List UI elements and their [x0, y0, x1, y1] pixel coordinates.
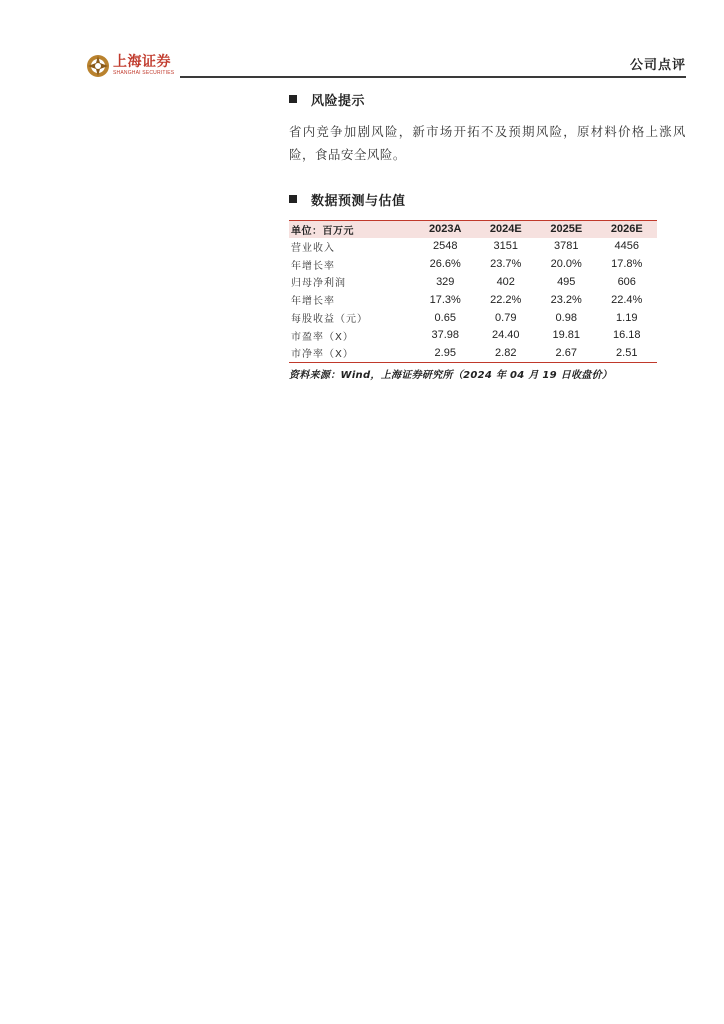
logo-english-name: SHANGHAI SECURITIES: [113, 70, 175, 76]
row-label: 市净率（X）: [289, 344, 415, 362]
table-cell: 3781: [554, 240, 579, 253]
risk-section-heading: [289, 90, 686, 108]
table-cell: 0.79: [495, 311, 517, 324]
table-cell: 3151: [493, 240, 518, 253]
table-cell: 37.98: [431, 329, 460, 342]
document-type-label: 公司点评: [629, 58, 686, 73]
table-row: [289, 326, 657, 344]
forecast-section-title: 数据预测与估值: [311, 193, 406, 209]
table-cell: 402: [496, 275, 515, 288]
table-source-note: 资料来源：Wind，上海证券研究所（2024 年 04 月 19 日收盘价）: [289, 369, 613, 381]
table-header-year: 2023A: [415, 221, 476, 238]
table-row: [289, 255, 657, 273]
table-cell: 2548: [433, 240, 458, 253]
table-cell: 23.7%: [490, 258, 522, 271]
logo-chinese-name: 上海证券: [113, 54, 171, 70]
table-header-row: [289, 221, 657, 238]
table-cell: 20.0%: [550, 258, 582, 271]
table-row: [289, 273, 657, 291]
table-cell: 19.81: [552, 329, 581, 342]
table-cell: 16.18: [612, 329, 641, 342]
table-cell: 24.40: [491, 329, 520, 342]
row-label: 年增长率: [291, 260, 335, 272]
table-cell: 329: [436, 275, 455, 288]
table-cell: 17.8%: [611, 258, 643, 271]
row-label: 年增长率: [291, 296, 335, 308]
table-cell: 26.6%: [429, 258, 461, 271]
table-cell: 22.2%: [490, 293, 522, 306]
table-row: [289, 309, 657, 327]
square-bullet-icon: [289, 195, 297, 203]
forecast-section-heading: [289, 190, 686, 208]
table-header-year: 2026E: [597, 221, 658, 238]
table-header-unit: 单位：百万元: [289, 221, 415, 238]
risk-section-title: 风险提示: [311, 93, 366, 109]
table-cell: 4456: [614, 240, 639, 253]
table-cell: 2.67: [536, 344, 597, 362]
table-cell: 0.65: [434, 311, 456, 324]
row-label: 每股收益（元）: [291, 314, 368, 326]
logo-emblem-icon: [86, 54, 110, 78]
row-label: 归母净利润: [291, 278, 346, 290]
table-cell: 2.51: [597, 344, 658, 362]
table-row: [289, 344, 657, 362]
table-cell: 22.4%: [611, 293, 643, 306]
row-label: 营业收入: [291, 242, 335, 254]
main-content: [289, 90, 686, 381]
table-cell: 23.2%: [550, 293, 582, 306]
table-cell: 17.3%: [429, 293, 461, 306]
table-cell: 606: [617, 275, 636, 288]
forecast-table-container: [289, 220, 657, 381]
page-header: [0, 0, 724, 82]
risk-paragraph: 省内竞争加剧风险，新市场开拓不及预期风险，原材料价格上涨风险，食品安全风险。: [289, 124, 686, 162]
table-cell: 1.19: [616, 311, 638, 324]
table-row: [289, 291, 657, 309]
table-cell: 495: [557, 275, 576, 288]
company-logo: [86, 54, 174, 84]
square-bullet-icon: [289, 95, 297, 103]
table-row: [289, 238, 657, 256]
forecast-table: [289, 220, 657, 363]
table-cell: 2.82: [476, 344, 537, 362]
table-header-year: 2025E: [536, 221, 597, 238]
header-divider: [180, 76, 686, 78]
row-label: 市盈率（X）: [291, 331, 354, 343]
table-cell: 2.95: [415, 344, 476, 362]
table-header-year: 2024E: [476, 221, 537, 238]
table-cell: 0.98: [555, 311, 577, 324]
